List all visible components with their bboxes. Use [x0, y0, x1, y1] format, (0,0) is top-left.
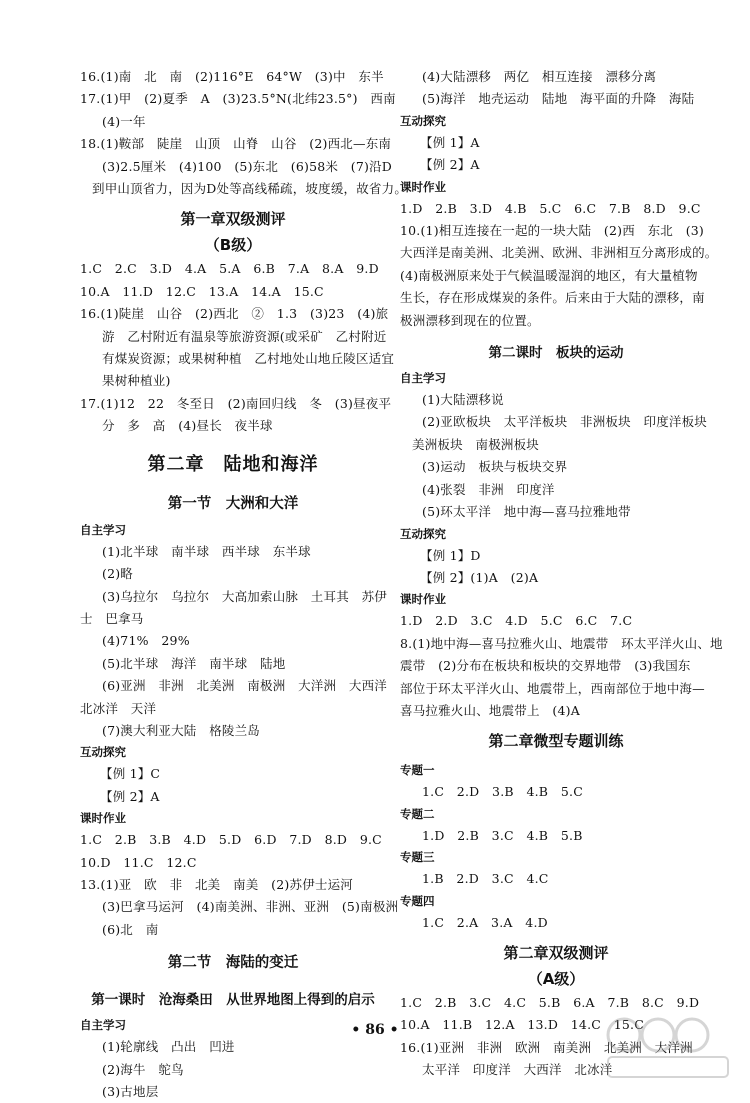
answer-line: (6)北 南	[102, 921, 159, 937]
answer-line: 到甲山顶省力，因为D处等高线稀疏，坡度缓，故省力。	[92, 181, 408, 197]
answer-line: (2)海牛 鸵鸟	[102, 1061, 184, 1077]
example-answer: 【例 1】A	[420, 134, 480, 150]
answer-line: (1)北半球 南半球 西半球 东半球	[102, 543, 311, 559]
answer-line: 17.(1)甲 (2)夏季 A (3)23.5°N(北纬23.5°) 西南	[80, 91, 396, 107]
answer-line: (6)亚洲 非洲 北美洲 南极洲 大洋洲 大西洋	[102, 678, 388, 694]
answer-line: 太平洋 印度洋 大西洋 北冰洋	[422, 1062, 613, 1078]
answer-line: 生长，存在形成煤炭的条件。后来由于大陆的漂移，南	[400, 290, 705, 306]
answer-line: 1.C 2.A 3.A 4.D	[422, 914, 548, 930]
answer-line: 震带 (2)分布在板块和板块的交界地带 (3)我国东	[400, 658, 691, 674]
answer-line: (1)大陆漂移说	[422, 392, 504, 408]
answer-line: 1.D 2.B 3.C 4.B 5.B	[422, 827, 583, 843]
answer-line: 果树种植业)	[102, 373, 171, 389]
chapter-title: 第二章 陆地和海洋	[147, 453, 319, 475]
label-interactive: 互动探究	[80, 745, 126, 760]
answer-line: 1.D 2.D 3.C 4.D 5.C 6.C 7.C	[400, 613, 633, 629]
label-interactive: 互动探究	[400, 113, 446, 128]
answer-line: 有煤炭资源；或果树种植 乙村地处山地丘陵区适宜	[102, 351, 395, 367]
answer-line: (4)一年	[102, 113, 146, 129]
label-self-study: 自主学习	[80, 522, 126, 537]
answer-line: 16.(1)陡崖 山谷 (2)西北 ② 1.3 (3)23 (4)旅	[80, 306, 389, 322]
answer-line: (1)轮廓线 凸出 凹进	[102, 1039, 235, 1055]
answer-line: 8.(1)地中海—喜马拉雅火山、地震带 环太平洋火山、地	[400, 635, 723, 651]
answer-line: 1.D 2.B 3.D 4.B 5.C 6.C 7.B 8.D 9.C	[400, 200, 701, 216]
answer-line: (3)2.5厘米 (4)100 (5)东北 (6)58米 (7)沿D	[102, 158, 392, 174]
example-answer: 【例 2】A	[420, 157, 480, 173]
answer-line: (4)张裂 非洲 印度洋	[422, 481, 555, 497]
label-topic: 专题三	[400, 850, 435, 865]
answer-line: (4)大陆漂移 两亿 相互连接 漂移分离	[422, 69, 657, 84]
answer-line: (5)海洋 地壳运动 陆地 海平面的升降 海陆	[422, 91, 695, 107]
example-answer: 【例 2】A	[100, 788, 160, 804]
answer-line: (3)古地层	[102, 1084, 159, 1099]
label-topic: 专题一	[400, 763, 435, 778]
answer-line: 13.(1)亚 欧 非 北美 南美 (2)苏伊士运河	[80, 876, 353, 892]
answer-line: 北冰洋 天洋	[80, 700, 157, 716]
label-self-study: 自主学习	[400, 371, 446, 386]
answer-line: (5)环太平洋 地中海—喜马拉雅地带	[422, 504, 631, 520]
answer-line: 1.C 2.B 3.B 4.D 5.D 6.D 7.D 8.D 9.C	[80, 832, 382, 848]
section-heading: 第二章双级测评	[503, 943, 609, 962]
answer-line: 分 多 高 (4)昼长 夜半球	[102, 418, 273, 434]
answer-line: 16.(1)南 北 南 (2)116°E 64°W (3)中 东半	[80, 69, 384, 84]
answer-line: 士 巴拿马	[80, 610, 144, 626]
label-homework: 课时作业	[400, 179, 446, 194]
section-title: 第一节 大洲和大洋	[167, 495, 299, 512]
label-homework: 课时作业	[80, 811, 126, 826]
answer-line: (2)略	[102, 566, 134, 582]
answer-line: 1.C 2.B 3.C 4.C 5.B 6.A 7.B 8.C 9.D	[400, 994, 700, 1010]
level-heading: （B级）	[204, 236, 262, 255]
answer-line: (3)巴拿马运河 (4)南美洲、非洲、亚洲 (5)南极洲	[102, 899, 399, 915]
label-self-study: 自主学习	[80, 1018, 126, 1033]
answer-line: 10.A 11.B 12.A 13.D 14.C 15.C	[400, 1017, 644, 1033]
example-answer: 【例 1】D	[420, 547, 481, 563]
example-answer: 【例 2】(1)A (2)A	[420, 569, 539, 585]
answer-line: 10.D 11.C 12.C	[80, 854, 197, 870]
example-answer: 【例 1】C	[100, 766, 161, 782]
answer-line: 18.(1)鞍部 陡崖 山顶 山脊 山谷 (2)西北—东南	[80, 136, 392, 152]
answer-line: (4)71% 29%	[102, 633, 190, 649]
watermark-logo	[604, 1013, 734, 1081]
lesson-title: 第二课时 板块的运动	[488, 345, 624, 362]
answer-line: (3)运动 板块与板块交界	[422, 459, 568, 475]
label-topic: 专题二	[400, 806, 435, 821]
lesson-title: 第一课时 沧海桑田 从世界地图上得到的启示	[91, 992, 375, 1009]
answer-line: (5)北半球 海洋 南半球 陆地	[102, 655, 286, 671]
answer-line: 喜马拉雅火山、地震带上 (4)A	[400, 702, 580, 718]
left-column	[80, 66, 408, 1103]
label-homework: 课时作业	[400, 592, 446, 607]
label-interactive: 互动探究	[400, 526, 446, 541]
level-heading: （A级）	[527, 969, 585, 988]
answer-line: 17.(1)12 22 冬至日 (2)南回归线 冬 (3)昼夜平	[80, 395, 392, 411]
answer-line: 1.C 2.D 3.B 4.B 5.C	[422, 784, 583, 800]
answer-line: (4)南极洲原来处于气候温暖湿润的地区，有大量植物	[400, 267, 698, 283]
section-heading: 第一章双级测评	[180, 210, 286, 229]
answer-line: 1.C 2.C 3.D 4.A 5.A 6.B 7.A 8.A 9.D	[80, 261, 379, 277]
answer-line: 16.(1)亚洲 非洲 欧洲 南美洲 北美洲 大洋洲	[400, 1039, 693, 1055]
answer-line: 美洲板块 南极洲板块	[412, 436, 540, 452]
answer-line: 极洲漂移到现在的位置。	[400, 312, 540, 328]
answer-line: (7)澳大利亚大陆 格陵兰岛	[102, 722, 261, 738]
answer-line: 1.B 2.D 3.C 4.C	[422, 871, 549, 887]
answer-line: 10.(1)相互连接在一起的一块大陆 (2)西 东北 (3)	[400, 223, 704, 239]
page-number: • 86 •	[351, 1022, 399, 1038]
right-column	[400, 66, 723, 1082]
answer-line: 大西洋是南美洲、北美洲、欧洲、非洲相互分离形成的。	[400, 245, 718, 261]
answer-line: (2)亚欧板块 太平洋板块 非洲板块 印度洋板块	[422, 414, 708, 430]
section-heading: 第二章微型专题训练	[488, 732, 624, 751]
answer-line: (3)乌拉尔 乌拉尔 大高加索山脉 土耳其 苏伊	[102, 588, 388, 604]
label-topic: 专题四	[400, 893, 435, 908]
answer-line: 10.A 11.D 12.C 13.A 14.A 15.C	[80, 283, 324, 299]
answer-line: 部位于环太平洋火山、地震带上，西南部位于地中海—	[400, 680, 705, 696]
answer-line: 游 乙村附近有温泉等旅游资源(或采矿 乙村附近	[102, 328, 387, 344]
section-title: 第二节 海陆的变迁	[167, 955, 299, 972]
